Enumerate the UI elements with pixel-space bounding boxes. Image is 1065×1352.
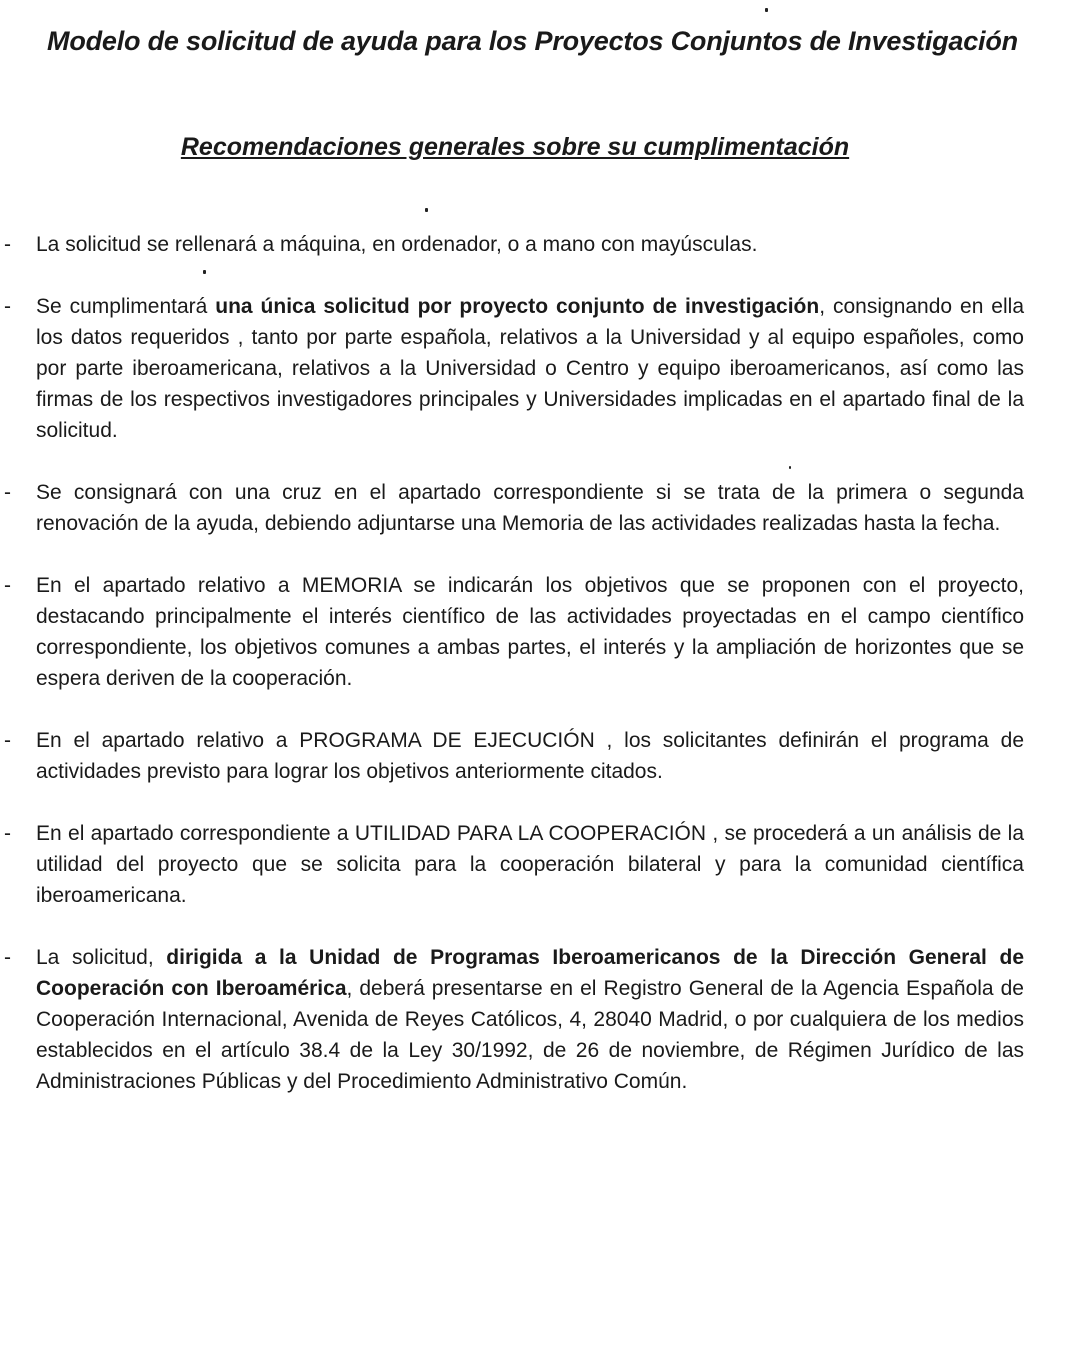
scan-speck — [765, 8, 768, 12]
recommendation-text: La solicitud se rellenará a máquina, en ordenador, o a mano con mayúsculas. — [36, 233, 758, 256]
recommendation-text: En el apartado relativo a MEMORIA se indicarán los objetivos que se proponen con el proyecto, destacando principalmente el interés científico de las actividades proyectadas en el campo científico correspondiente, los objetivos comunes a ambas partes, el interés y la ampliación de horizontes que se espera deriven de la cooperación. — [36, 574, 1024, 690]
recommendation-item — [0, 477, 1024, 539]
recommendation-item — [0, 291, 1024, 446]
recommendations-list — [0, 229, 1065, 1097]
scan-speck — [203, 270, 206, 274]
recommendation-item — [0, 570, 1024, 694]
recommendation-text: En el apartado correspondiente a UTILIDAD PARA LA COOPERACIÓN , se procederá a un análisis de la utilidad del proyecto que se solicita para la cooperación bilateral y para la comunidad científica iberoamericana. — [36, 822, 1024, 907]
recommendation-item — [0, 725, 1024, 787]
bullet-dash: - — [4, 946, 11, 969]
recommendation-text-intro: Se cumplimentará — [36, 295, 216, 318]
bullet-dash: - — [4, 295, 11, 318]
recommendation-text-intro: La solicitud, — [36, 946, 167, 969]
bullet-dash: - — [4, 233, 11, 256]
bullet-dash: - — [4, 481, 11, 504]
scan-speck — [789, 466, 791, 469]
recommendation-emphasis: una única solicitud por proyecto conjunto de investigación — [215, 295, 820, 318]
bullet-dash: - — [4, 729, 11, 752]
recommendation-item — [0, 818, 1024, 911]
recommendation-item — [0, 229, 1024, 260]
recommendation-text-rest: , deberá presentarse en el Registro General de la Agencia Española de Cooperación Internacional, Avenida de Reyes Católicos, 4, 28040 Madrid, o por cualquiera de los medios establecidos en el artículo 38.4 de la Ley 30/1992, de 26 de noviembre, de Régimen Jurídico de las Administraciones Públicas y del Procedimiento Administrativo Común. — [36, 977, 1024, 1093]
bullet-dash: - — [4, 574, 11, 597]
document-title: Modelo de solicitud de ayuda para los Proyectos Conjuntos de Investigación — [47, 26, 1018, 56]
scan-speck — [425, 208, 428, 212]
bullet-dash: - — [4, 822, 11, 845]
recommendation-text: En el apartado relativo a PROGRAMA DE EJECUCIÓN , los solicitantes definirán el programa de actividades previsto para lograr los objetivos anteriormente citados. — [36, 729, 1024, 783]
recommendation-text-rest: , consignando en ella los datos requeridos , tanto por parte española, relativos a la Universidad y al equipo españoles, como por parte iberoamericana, relativos a la Universidad o Centro y equipo iberoamericanos, así como las firmas de los respectivos investigadores principales y Universidades implicadas en el apartado final de la solicitud. — [36, 295, 1025, 442]
recommendation-item — [0, 942, 1024, 1097]
recommendation-text: Se consignará con una cruz en el apartado correspondiente si se trata de la primera o segunda renovación de la ayuda, debiendo adjuntarse una Memoria de las actividades realizadas hasta la fecha. — [36, 481, 1024, 535]
recommendation-emphasis: dirigida a la Unidad de Programas Iberoamericanos de la Dirección General de Cooperación con Iberoamérica — [36, 946, 1024, 1000]
document-subtitle: Recomendaciones generales sobre su cumplimentación — [180, 133, 850, 161]
